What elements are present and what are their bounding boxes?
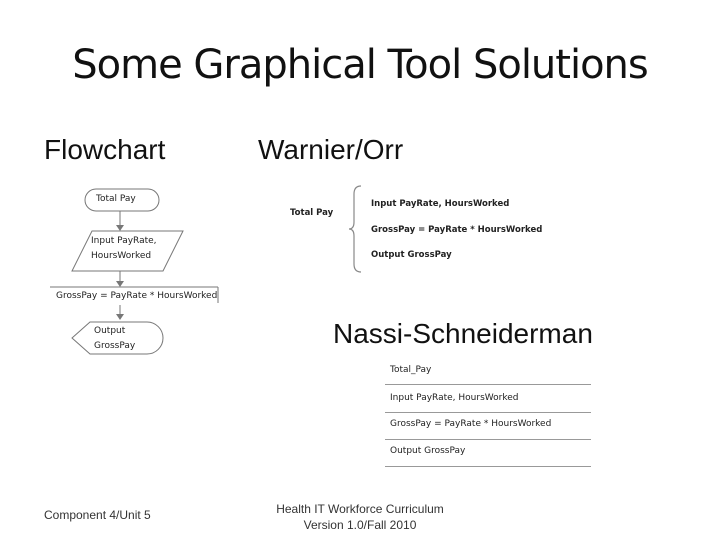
slide-title: Some Graphical Tool Solutions	[72, 42, 648, 88]
ns-row-label: GrossPay = PayRate * HoursWorked	[390, 419, 552, 429]
footer-curriculum	[245, 501, 475, 533]
ns-title-label: Total_Pay	[390, 365, 432, 375]
flowchart-arrowhead	[116, 225, 124, 231]
footer-curriculum-line1: Health IT Workforce Curriculum	[276, 502, 444, 516]
warnier-orr-item: GrossPay = PayRate * HoursWorked	[371, 225, 543, 235]
flowchart-start-label: Total Pay	[96, 194, 136, 204]
ns-row-label: Input PayRate, HoursWorked	[390, 393, 519, 403]
flowchart-input-line2: HoursWorked	[91, 251, 152, 261]
footer-curriculum-line2: Version 1.0/Fall 2010	[303, 518, 417, 532]
warnier-orr-item: Input PayRate, HoursWorked	[371, 199, 510, 209]
flowchart-process-label: GrossPay = PayRate * HoursWorked	[56, 291, 218, 301]
warnier-orr-brace	[349, 186, 361, 272]
warnier-orr-item: Output GrossPay	[371, 250, 452, 260]
nassi-schneiderman-heading: Nassi-Schneiderman	[333, 318, 593, 349]
flowchart-input-line1: Input PayRate,	[91, 236, 157, 246]
flowchart-heading: Flowchart	[44, 134, 166, 165]
ns-row-label: Output GrossPay	[390, 446, 466, 456]
flowchart-arrowhead	[116, 314, 124, 320]
warnier-orr-heading: Warnier/Orr	[258, 134, 404, 165]
flowchart-arrowhead	[116, 281, 124, 287]
warnier-orr-root-label: Total Pay	[290, 208, 334, 218]
flowchart-output-line1: Output	[94, 326, 126, 336]
footer-component: Component 4/Unit 5	[44, 508, 151, 522]
flowchart-output-line2: GrossPay	[94, 341, 136, 351]
